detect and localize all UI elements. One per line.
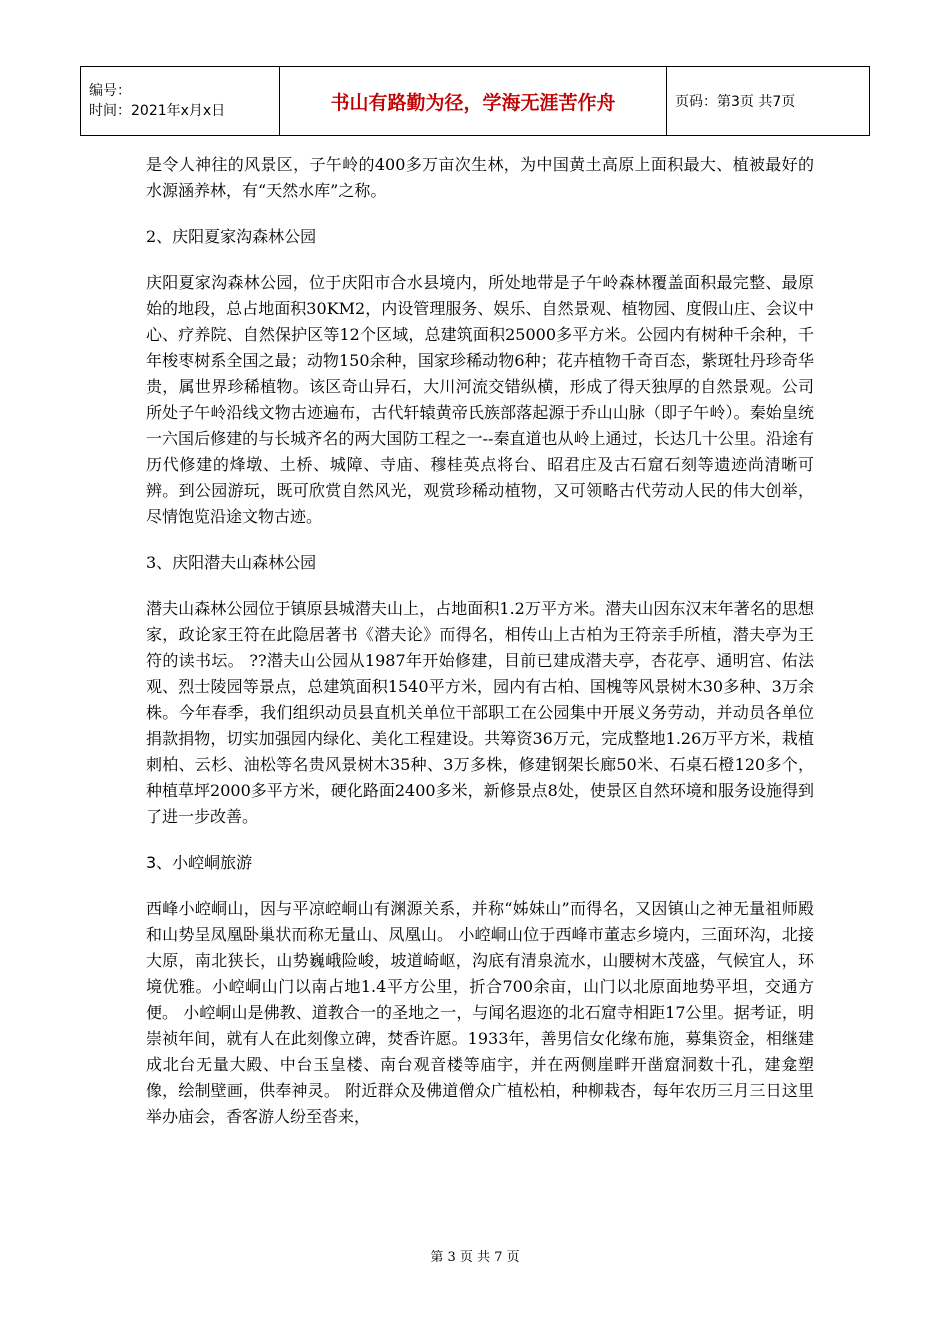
page-header bbox=[80, 66, 870, 136]
document-body bbox=[146, 152, 814, 1130]
page-footer: 第 3 页 共 7 页 bbox=[430, 1250, 520, 1265]
paragraph-xiaokongtong: 西峰小崆峒山，因与平凉崆峒山有渊源关系，并称“姊妹山”而得名，又因镇山之神无量祖师殿和山势呈凤凰卧巢状而称无量山、凤凰山。 小崆峒山位于西峰市董志乡境内，三面环沟，北接大原，南北狭长，山势巍峨险峻，坡道崎岖，沟底有清泉流水，山腰树木茂盛，气候宜人，环境优雅。小崆峒山门以南占地1.4平方公里，折合700余亩，山门以北原面地势平坦，交通方便。 小崆峒山是佛教、道教合一的圣地之一，与闻名遐迩的北石窟寺相距17公里。据考证，明崇祯年间，就有人在此刻像立碑，焚香许愿。1933年，善男信女化缘布施，募集资金，相继建成北台无量大殿、中台玉皇楼、南台观音楼等庙宇，并在两侧崖畔开凿窟洞数十孔，建龛塑像，绘制壁画，供奉神灵。 附近群众及佛道僧众广植松柏，种柳栽杏，每年农历三月三日这里举办庙会，香客游人纷至沓来， bbox=[146, 899, 814, 1126]
paragraph-intro: 是令人神往的风景区，子午岭的400多万亩次生林，为中国黄土高原上面积最大、植被最好的水源涵养林，有“天然水库”之称。 bbox=[146, 155, 814, 200]
header-motto: 书山有路勤为径，学海无涯苦作舟 bbox=[280, 67, 667, 136]
header-meta-cell bbox=[81, 67, 280, 136]
paragraph-xiajiagou: 庆阳夏家沟森林公园，位于庆阳市合水县境内，所处地带是子午岭森林覆盖面积最完整、最原始的地段，总占地面积30KM2，内设管理服务、娱乐、自然景观、植物园、度假山庄、会议中心、疗养院、自然保护区等12个区域，总建筑面积25000多平方米。公园内有树种千余种，千年梭枣树系全国之最；动物150余种，国家珍稀动物6种；花卉植物千奇百态，紫斑牡丹珍奇华贵，属世界珍稀植物。该区奇山异石，大川河流交错纵横，形成了得天独厚的自然景观。公司所处子午岭沿线文物古迹遍布，古代轩辕黄帝氏族部落起源于乔山山脉（即子午岭）。秦始皇统一六国后修建的与长城齐名的两大国防工程之一--秦直道也从岭上通过，长达几十公里。沿途有历代修建的烽墩、土桥、城障、寺庙、穆桂英点将台、昭君庄及古石窟石刻等遗迹尚清晰可辨。到公园游玩，既可欣赏自然风光，观赏珍稀动植物，又可领略古代劳动人民的伟大创举，尽情饱览沿途文物古迹。 bbox=[146, 273, 814, 526]
paragraph-qianfushan: 潜夫山森林公园位于镇原县城潜夫山上，占地面积1.2万平方米。潜夫山因东汉末年著名的思想家，政论家王符在此隐居著书《潜夫论》而得名，相传山上古柏为王符亲手所植，潜夫亭为王符的读书坛。 ??潜夫山公园从1987年开始修建，目前已建成潜夫亭，杏花亭、通明宫、佑法观、烈士陵园等景点，总建筑面积1540平方米，园内有古柏、国槐等风景树木30多种、3万余株。今年春季，我们组织动员县直机关单位干部职工在公园集中开展义务劳动，并动员各单位捐款捐物，切实加强园内绿化、美化工程建设。共筹资36万元，完成整地1.26万平方米，栽植刺柏、云杉、油松等名贵风景树木35种、3万多株，修建钢架长廊50米、石桌石橙120多个，种植草坪2000多平方米，硬化路面2400多米，新修景点8处，使景区自然环境和服务设施得到了进一步改善。 bbox=[146, 599, 814, 826]
document-time-label: 时间：2021年x月x日 bbox=[89, 103, 226, 119]
section-heading-qianfushan: 3、庆阳潜夫山森林公园 bbox=[146, 553, 317, 572]
section-heading-xiajiagou: 2、庆阳夏家沟森林公园 bbox=[146, 227, 317, 246]
document-number-label: 编号： bbox=[89, 83, 131, 99]
section-heading-xiaokongtong: 3、小崆峒旅游 bbox=[146, 853, 253, 872]
header-page-info: 页码：第3页 共7页 bbox=[667, 67, 870, 136]
